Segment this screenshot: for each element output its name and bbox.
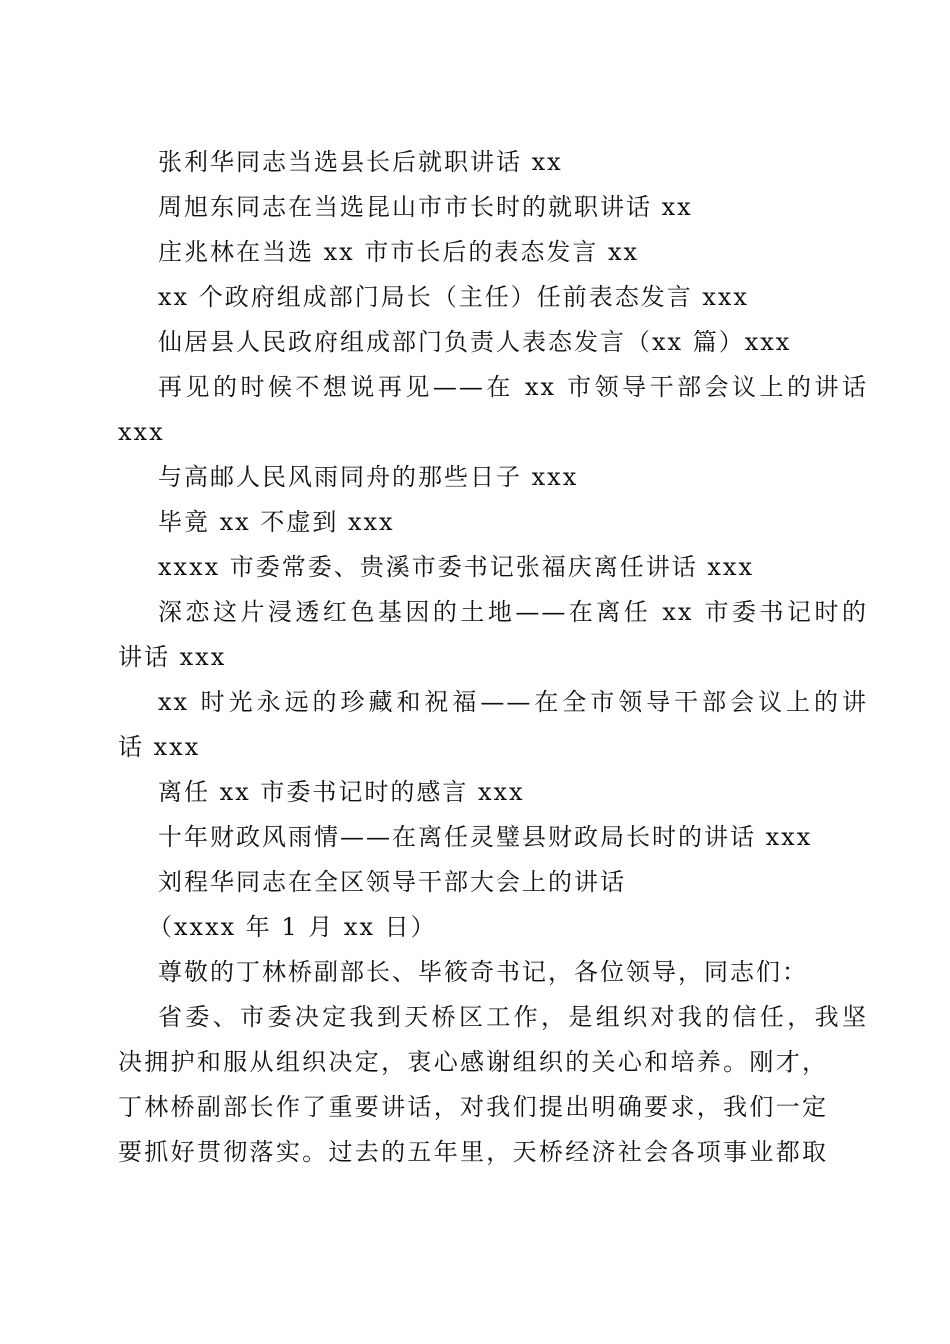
toc-entry-continuation: 讲话 xxx — [118, 643, 227, 671]
body-paragraph-line: 决拥护和服从组织决定，衷心感谢组织的关心和培养。刚才， — [118, 1048, 828, 1076]
body-paragraph-line: 省委、市委决定我到天桥区工作，是组织对我的信任，我坚 — [158, 1003, 868, 1031]
toc-entry: 深恋这片浸透红色基因的土地——在离任 xx 市委书记时的 — [158, 598, 868, 626]
toc-entry: 庄兆林在当选 xx 市市长后的表态发言 xx — [158, 238, 640, 266]
toc-entry: 与高邮人民风雨同舟的那些日子 xxx — [158, 463, 579, 491]
toc-entry: xx 时光永远的珍藏和祝福——在全市领导干部会议上的讲 — [158, 688, 868, 716]
toc-entry: xxxx 市委常委、贵溪市委书记张福庆离任讲话 xxx — [158, 553, 755, 581]
toc-entry: 仙居县人民政府组成部门负责人表态发言（xx 篇）xxx — [158, 328, 792, 356]
toc-entry: 再见的时候不想说再见——在 xx 市领导干部会议上的讲话 — [158, 373, 868, 401]
toc-entry: 张利华同志当选县长后就职讲话 xx — [158, 148, 563, 176]
toc-entry: 十年财政风雨情——在离任灵璧县财政局长时的讲话 xxx — [158, 823, 813, 851]
speech-date: （xxxx 年 1 月 xx 日） — [148, 913, 437, 941]
toc-entry: xx 个政府组成部门局长（主任）任前表态发言 xxx — [158, 283, 749, 311]
salutation: 尊敬的丁林桥副部长、毕筱奇书记，各位领导，同志们： — [158, 958, 808, 986]
toc-entry-continuation: xxx — [118, 418, 165, 446]
speech-title: 刘程华同志在全区领导干部大会上的讲话 — [158, 868, 626, 896]
toc-entry: 毕竟 xx 不虚到 xxx — [158, 508, 395, 536]
body-paragraph-line: 丁林桥副部长作了重要讲话，对我们提出明确要求，我们一定 — [118, 1093, 828, 1121]
toc-entry: 周旭东同志在当选昆山市市长时的就职讲话 xx — [158, 193, 693, 221]
toc-entry: 离任 xx 市委书记时的感言 xxx — [158, 778, 525, 806]
toc-entry-continuation: 话 xxx — [118, 733, 201, 761]
body-paragraph-line: 要抓好贯彻落实。过去的五年里，天桥经济社会各项事业都取 — [118, 1138, 828, 1166]
